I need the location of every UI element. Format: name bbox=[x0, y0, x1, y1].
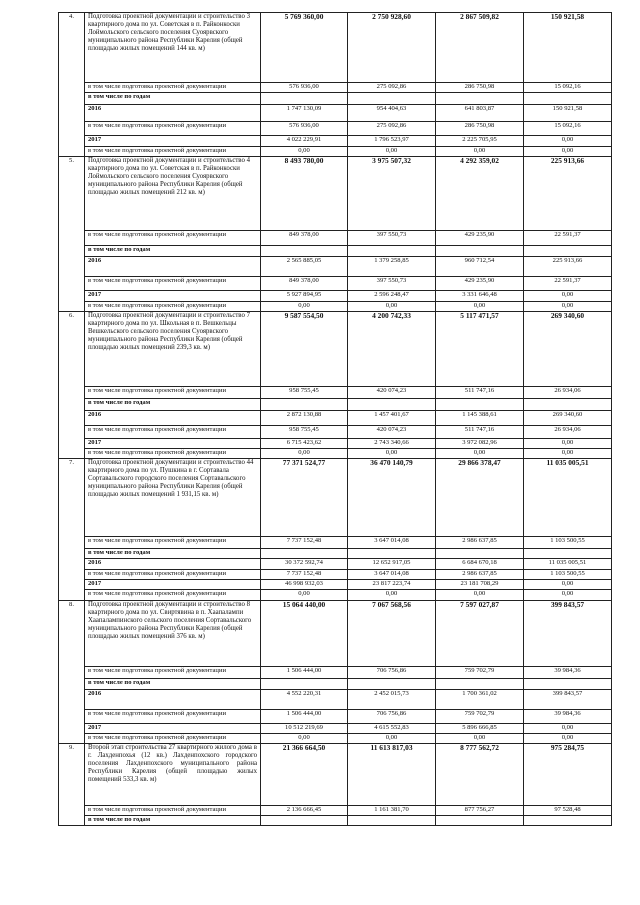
detail-row bbox=[59, 277, 612, 291]
row-value: 0,00 bbox=[261, 734, 348, 744]
section-number: 5. bbox=[59, 157, 85, 312]
row-label: в том числе подготовка проектной документации bbox=[85, 426, 261, 439]
row-value: 275 092,86 bbox=[348, 122, 436, 136]
detail-row bbox=[59, 667, 612, 679]
total-value: 11 613 817,03 bbox=[348, 744, 436, 806]
row-value: 958 755,45 bbox=[261, 387, 348, 399]
total-value: 15 064 440,00 bbox=[261, 601, 348, 667]
section-title: Подготовка проектной документации и строительство 7 квартирного дома по ул. Школьная в п. Вешкельцы Вешкельского сельского поселения Суоярвского муниципального района Республики Карелия (общей площадью жилых помещений 239,3 кв. м) bbox=[85, 312, 261, 387]
detail-row bbox=[59, 549, 612, 559]
row-value bbox=[261, 549, 348, 559]
row-label: в том числе подготовка проектной документации bbox=[85, 302, 261, 312]
row-value: 511 747,16 bbox=[436, 387, 524, 399]
row-value: 0,00 bbox=[436, 147, 524, 157]
row-value: 39 984,36 bbox=[524, 667, 612, 679]
row-value bbox=[524, 549, 612, 559]
row-label: в том числе подготовка проектной документации bbox=[85, 667, 261, 679]
row-value: 1 161 381,70 bbox=[348, 806, 436, 816]
row-value bbox=[348, 679, 436, 690]
row-label: в том числе подготовка проектной документации bbox=[85, 147, 261, 157]
section-row bbox=[59, 459, 612, 537]
row-value bbox=[348, 246, 436, 257]
row-label: в том числе подготовка проектной документации bbox=[85, 449, 261, 459]
row-value: 0,00 bbox=[524, 136, 612, 147]
budget-table bbox=[58, 12, 612, 826]
row-value: 22 591,37 bbox=[524, 231, 612, 246]
detail-row bbox=[59, 231, 612, 246]
row-value bbox=[524, 679, 612, 690]
total-value: 11 035 005,51 bbox=[524, 459, 612, 537]
detail-row bbox=[59, 302, 612, 312]
row-value: 30 372 592,74 bbox=[261, 559, 348, 570]
row-value bbox=[261, 246, 348, 257]
row-value: 0,00 bbox=[524, 580, 612, 590]
detail-row bbox=[59, 83, 612, 93]
row-label: в том числе подготовка проектной документации bbox=[85, 806, 261, 816]
section-number: 8. bbox=[59, 601, 85, 744]
row-value: 0,00 bbox=[524, 734, 612, 744]
row-label: в том числе подготовка проектной документации bbox=[85, 570, 261, 580]
total-value: 9 587 554,50 bbox=[261, 312, 348, 387]
row-value: 2 872 130,88 bbox=[261, 411, 348, 426]
row-label: 2016 bbox=[85, 105, 261, 122]
row-value: 0,00 bbox=[524, 291, 612, 302]
row-value: 22 591,37 bbox=[524, 277, 612, 291]
row-value: 420 074,23 bbox=[348, 387, 436, 399]
row-value: 46 998 932,03 bbox=[261, 580, 348, 590]
row-value: 6 715 423,62 bbox=[261, 439, 348, 449]
row-label: в том числе по годам bbox=[85, 549, 261, 559]
row-value: 5 896 666,85 bbox=[436, 724, 524, 734]
total-value: 4 292 359,02 bbox=[436, 157, 524, 231]
row-value: 1 457 401,67 bbox=[348, 411, 436, 426]
row-value: 286 750,98 bbox=[436, 122, 524, 136]
total-value: 77 371 524,77 bbox=[261, 459, 348, 537]
row-label: в том числе подготовка проектной документации bbox=[85, 83, 261, 93]
row-value: 706 756,86 bbox=[348, 710, 436, 724]
row-value: 5 927 894,95 bbox=[261, 291, 348, 302]
row-label: в том числе подготовка проектной документации bbox=[85, 387, 261, 399]
row-value bbox=[524, 399, 612, 411]
row-value: 2 596 248,47 bbox=[348, 291, 436, 302]
row-value: 4 615 552,83 bbox=[348, 724, 436, 734]
total-value: 8 777 562,72 bbox=[436, 744, 524, 806]
row-value bbox=[348, 816, 436, 826]
row-label: в том числе подготовка проектной документации bbox=[85, 734, 261, 744]
total-value: 225 913,66 bbox=[524, 157, 612, 231]
detail-row bbox=[59, 537, 612, 549]
row-value: 954 404,63 bbox=[348, 105, 436, 122]
row-value: 1 747 130,09 bbox=[261, 105, 348, 122]
row-value: 399 843,57 bbox=[524, 690, 612, 710]
row-value: 12 652 917,05 bbox=[348, 559, 436, 570]
total-value: 5 117 471,57 bbox=[436, 312, 524, 387]
row-value: 11 035 005,51 bbox=[524, 559, 612, 570]
total-value: 3 975 507,32 bbox=[348, 157, 436, 231]
row-value: 429 235,90 bbox=[436, 277, 524, 291]
row-value: 6 684 670,18 bbox=[436, 559, 524, 570]
row-value: 0,00 bbox=[436, 449, 524, 459]
row-value: 0,00 bbox=[524, 302, 612, 312]
row-value: 1 796 523,97 bbox=[348, 136, 436, 147]
row-label: в том числе по годам bbox=[85, 816, 261, 826]
row-value: 97 528,48 bbox=[524, 806, 612, 816]
total-value: 150 921,58 bbox=[524, 13, 612, 83]
detail-row bbox=[59, 257, 612, 277]
row-value: 0,00 bbox=[348, 590, 436, 601]
row-label: в том числе по годам bbox=[85, 246, 261, 257]
row-value: 0,00 bbox=[261, 147, 348, 157]
detail-row bbox=[59, 291, 612, 302]
row-value: 0,00 bbox=[524, 439, 612, 449]
row-value: 1 506 444,00 bbox=[261, 667, 348, 679]
row-value: 2 986 637,85 bbox=[436, 570, 524, 580]
section-title: Второй этап строительства 27 квартирного жилого дома в г. Лахденпохья (12 кв.) Лахденпохского городского поселения Лахденпохского муниципального района Республики Карелия (общей площадью жилых помещений 533,3 кв. м) bbox=[85, 744, 261, 806]
row-value bbox=[524, 93, 612, 105]
row-value: 0,00 bbox=[261, 449, 348, 459]
row-label: в том числе подготовка проектной документации bbox=[85, 537, 261, 549]
row-value: 0,00 bbox=[436, 590, 524, 601]
section-number: 4. bbox=[59, 13, 85, 157]
row-value: 2 452 015,73 bbox=[348, 690, 436, 710]
row-value: 0,00 bbox=[348, 449, 436, 459]
total-value: 7 597 027,87 bbox=[436, 601, 524, 667]
row-value bbox=[436, 399, 524, 411]
row-value: 3 972 082,96 bbox=[436, 439, 524, 449]
row-label: в том числе подготовка проектной документации bbox=[85, 122, 261, 136]
total-value: 269 340,60 bbox=[524, 312, 612, 387]
row-value: 2 136 666,45 bbox=[261, 806, 348, 816]
section-title: Подготовка проектной документации и строительство 3 квартирного дома по ул. Советская в п. Райконкоски Лоймольского сельского поселения Суоярвского муниципального района Республики Карелия (общей площадью жилых помещений 144 кв. м) bbox=[85, 13, 261, 83]
total-value: 975 284,75 bbox=[524, 744, 612, 806]
row-value: 225 913,66 bbox=[524, 257, 612, 277]
row-value: 2 986 637,85 bbox=[436, 537, 524, 549]
row-value: 641 803,87 bbox=[436, 105, 524, 122]
row-label: в том числе по годам bbox=[85, 399, 261, 411]
total-value: 5 769 360,00 bbox=[261, 13, 348, 83]
row-label: в том числе по годам bbox=[85, 93, 261, 105]
section-title: Подготовка проектной документации и строительство 8 квартирного дома по ул. Свиртявина в п. Хаапалампи Хаапалампинского сельского поселения Сортавальского муниципального района Республики Карелия (общей площадью жилых помещений 376 кв. м) bbox=[85, 601, 261, 667]
row-value: 3 647 014,08 bbox=[348, 537, 436, 549]
detail-row bbox=[59, 122, 612, 136]
row-value: 1 145 388,61 bbox=[436, 411, 524, 426]
row-label: 2017 bbox=[85, 136, 261, 147]
row-value: 39 984,36 bbox=[524, 710, 612, 724]
row-value: 1 103 500,55 bbox=[524, 537, 612, 549]
detail-row bbox=[59, 136, 612, 147]
row-value: 2 743 340,66 bbox=[348, 439, 436, 449]
section-row bbox=[59, 601, 612, 667]
row-value: 0,00 bbox=[348, 734, 436, 744]
row-value: 706 756,86 bbox=[348, 667, 436, 679]
row-label: 2017 bbox=[85, 580, 261, 590]
total-value: 2 867 509,82 bbox=[436, 13, 524, 83]
section-title: Подготовка проектной документации и строительство 4 квартирного дома по ул. Советская в п. Райконкоски Лоймольского сельского поселения Суоярвского муниципального района Республики Карелия (общей площадью жилых помещений 212 кв. м) bbox=[85, 157, 261, 231]
detail-row bbox=[59, 449, 612, 459]
section-row bbox=[59, 744, 612, 806]
section-number: 7. bbox=[59, 459, 85, 601]
row-value: 759 702,79 bbox=[436, 667, 524, 679]
row-value: 0,00 bbox=[348, 147, 436, 157]
detail-row bbox=[59, 246, 612, 257]
row-value: 26 934,06 bbox=[524, 387, 612, 399]
row-value bbox=[524, 246, 612, 257]
row-value bbox=[348, 399, 436, 411]
row-value bbox=[436, 549, 524, 559]
row-value bbox=[261, 399, 348, 411]
row-value: 10 512 219,69 bbox=[261, 724, 348, 734]
row-value: 1 506 444,00 bbox=[261, 710, 348, 724]
row-value: 0,00 bbox=[524, 147, 612, 157]
row-label: 2017 bbox=[85, 291, 261, 302]
total-value: 399 843,57 bbox=[524, 601, 612, 667]
total-value: 29 866 378,47 bbox=[436, 459, 524, 537]
detail-row bbox=[59, 147, 612, 157]
detail-row bbox=[59, 806, 612, 816]
row-value: 958 755,45 bbox=[261, 426, 348, 439]
row-value: 269 340,60 bbox=[524, 411, 612, 426]
total-value: 36 470 140,79 bbox=[348, 459, 436, 537]
row-value bbox=[348, 549, 436, 559]
detail-row bbox=[59, 411, 612, 426]
row-value: 397 550,73 bbox=[348, 277, 436, 291]
row-value: 429 235,90 bbox=[436, 231, 524, 246]
row-value: 3 647 014,08 bbox=[348, 570, 436, 580]
row-value: 286 750,98 bbox=[436, 83, 524, 93]
row-value bbox=[261, 816, 348, 826]
row-label: в том числе подготовка проектной документации bbox=[85, 277, 261, 291]
detail-row bbox=[59, 690, 612, 710]
total-value: 7 067 568,56 bbox=[348, 601, 436, 667]
row-value: 849 378,00 bbox=[261, 231, 348, 246]
row-value: 275 092,86 bbox=[348, 83, 436, 93]
row-label: 2016 bbox=[85, 257, 261, 277]
row-value: 0,00 bbox=[261, 302, 348, 312]
row-value: 877 756,27 bbox=[436, 806, 524, 816]
total-value: 2 750 928,60 bbox=[348, 13, 436, 83]
page-sheet bbox=[58, 12, 612, 826]
row-value: 26 934,06 bbox=[524, 426, 612, 439]
row-value: 960 712,54 bbox=[436, 257, 524, 277]
row-label: в том числе подготовка проектной документации bbox=[85, 590, 261, 601]
row-value: 15 092,16 bbox=[524, 83, 612, 93]
row-value: 3 331 646,48 bbox=[436, 291, 524, 302]
row-label: 2016 bbox=[85, 559, 261, 570]
section-title: Подготовка проектной документации и строительство 44 квартирного дома по ул. Пушкина в г. Сортавала Сортавальского городского поселения Сортавальского муниципального района Республики Карелия (общей площадью жилых помещений 1 931,15 кв. м) bbox=[85, 459, 261, 537]
row-value: 4 552 220,31 bbox=[261, 690, 348, 710]
row-value: 0,00 bbox=[524, 590, 612, 601]
detail-row bbox=[59, 93, 612, 105]
row-value: 420 074,23 bbox=[348, 426, 436, 439]
row-value: 7 737 152,48 bbox=[261, 537, 348, 549]
row-label: 2017 bbox=[85, 439, 261, 449]
row-value bbox=[436, 246, 524, 257]
row-value bbox=[524, 816, 612, 826]
row-label: в том числе подготовка проектной документации bbox=[85, 710, 261, 724]
row-value: 576 936,00 bbox=[261, 122, 348, 136]
row-value: 7 737 152,48 bbox=[261, 570, 348, 580]
detail-row bbox=[59, 679, 612, 690]
row-value: 0,00 bbox=[348, 302, 436, 312]
row-value: 397 550,73 bbox=[348, 231, 436, 246]
row-label: 2017 bbox=[85, 724, 261, 734]
section-row bbox=[59, 13, 612, 83]
total-value: 21 366 664,50 bbox=[261, 744, 348, 806]
detail-row bbox=[59, 105, 612, 122]
row-value bbox=[348, 93, 436, 105]
row-value: 576 936,00 bbox=[261, 83, 348, 93]
section-number: 9. bbox=[59, 744, 85, 826]
row-value: 849 378,00 bbox=[261, 277, 348, 291]
row-label: в том числе по годам bbox=[85, 679, 261, 690]
detail-row bbox=[59, 570, 612, 580]
row-value: 150 921,58 bbox=[524, 105, 612, 122]
detail-row bbox=[59, 816, 612, 826]
row-label: 2016 bbox=[85, 411, 261, 426]
detail-row bbox=[59, 559, 612, 570]
row-label: 2016 bbox=[85, 690, 261, 710]
detail-row bbox=[59, 734, 612, 744]
total-value: 8 493 780,00 bbox=[261, 157, 348, 231]
detail-row bbox=[59, 580, 612, 590]
section-number: 6. bbox=[59, 312, 85, 459]
row-value bbox=[261, 93, 348, 105]
row-value: 15 092,16 bbox=[524, 122, 612, 136]
row-value: 1 103 500,55 bbox=[524, 570, 612, 580]
row-label: в том числе подготовка проектной документации bbox=[85, 231, 261, 246]
row-value: 759 702,79 bbox=[436, 710, 524, 724]
total-value: 4 200 742,33 bbox=[348, 312, 436, 387]
row-value: 2 225 705,95 bbox=[436, 136, 524, 147]
row-value: 4 022 229,91 bbox=[261, 136, 348, 147]
row-value: 23 181 708,29 bbox=[436, 580, 524, 590]
row-value bbox=[436, 679, 524, 690]
row-value: 23 817 223,74 bbox=[348, 580, 436, 590]
row-value: 0,00 bbox=[524, 724, 612, 734]
row-value bbox=[436, 816, 524, 826]
row-value: 1 700 361,02 bbox=[436, 690, 524, 710]
row-value bbox=[436, 93, 524, 105]
detail-row bbox=[59, 426, 612, 439]
row-value: 0,00 bbox=[436, 302, 524, 312]
detail-row bbox=[59, 724, 612, 734]
section-row bbox=[59, 157, 612, 231]
section-row bbox=[59, 312, 612, 387]
row-value: 2 565 885,05 bbox=[261, 257, 348, 277]
detail-row bbox=[59, 710, 612, 724]
detail-row bbox=[59, 399, 612, 411]
detail-row bbox=[59, 590, 612, 601]
row-value: 511 747,16 bbox=[436, 426, 524, 439]
row-value: 1 379 258,85 bbox=[348, 257, 436, 277]
row-value: 0,00 bbox=[524, 449, 612, 459]
detail-row bbox=[59, 439, 612, 449]
row-value: 0,00 bbox=[436, 734, 524, 744]
detail-row bbox=[59, 387, 612, 399]
row-value: 0,00 bbox=[261, 590, 348, 601]
row-value bbox=[261, 679, 348, 690]
